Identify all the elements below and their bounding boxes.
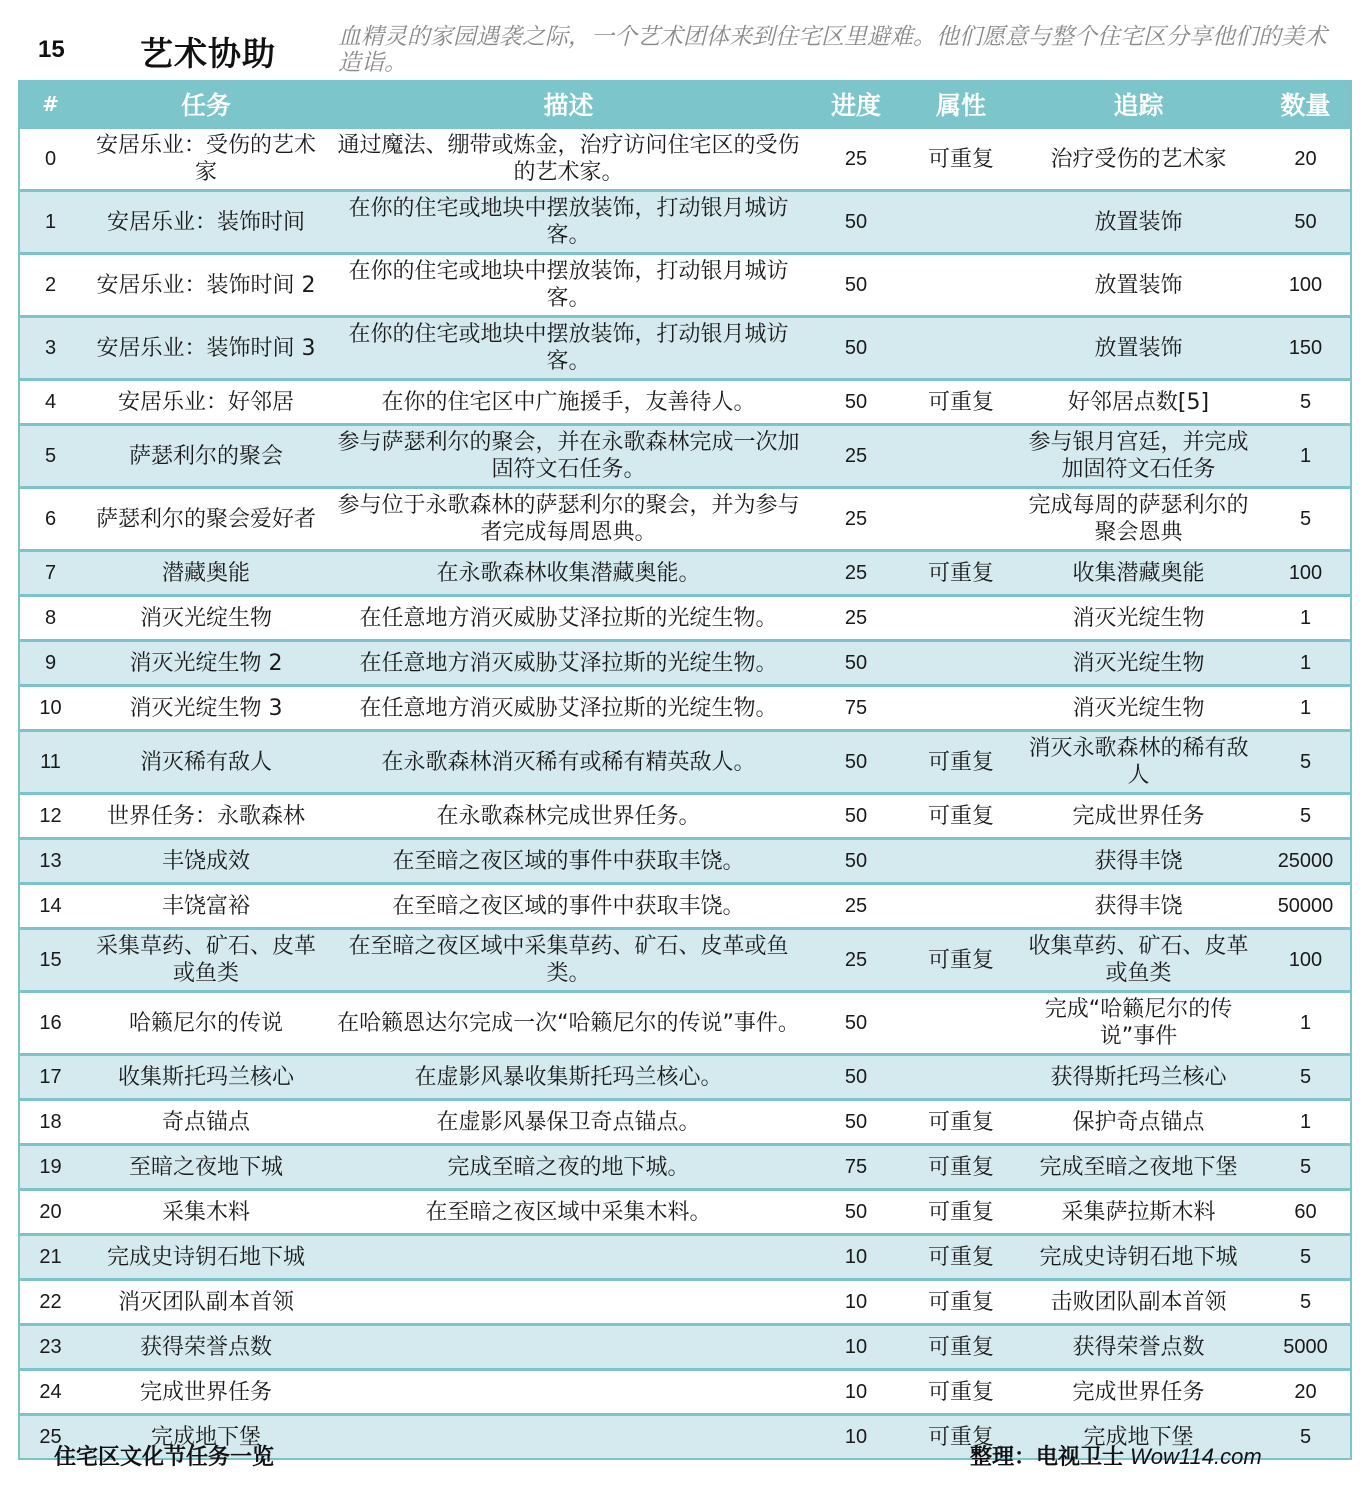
task-quantity: 5000 xyxy=(1261,1325,1351,1370)
task-description: 在至暗之夜区域中采集草药、矿石、皮革或鱼类。 xyxy=(331,929,806,992)
row-index: 7 xyxy=(19,551,81,596)
footer-credit-label: 整理：电视卫士 xyxy=(970,1445,1125,1470)
task-attribute xyxy=(906,839,1016,884)
task-quantity: 1 xyxy=(1261,596,1351,641)
task-progress: 25 xyxy=(806,929,906,992)
task-progress: 50 xyxy=(806,839,906,884)
task-attribute xyxy=(906,254,1016,317)
row-index: 18 xyxy=(19,1100,81,1145)
task-tracking: 收集草药、矿石、皮革或鱼类 xyxy=(1016,929,1261,992)
row-index: 13 xyxy=(19,839,81,884)
task-tracking: 获得丰饶 xyxy=(1016,839,1261,884)
column-header-index: # xyxy=(19,81,81,128)
task-name: 采集草药、矿石、皮革或鱼类 xyxy=(81,929,331,992)
task-tracking: 收集潜藏奥能 xyxy=(1016,551,1261,596)
task-progress: 50 xyxy=(806,641,906,686)
task-description: 在永歌森林消灭稀有或稀有精英敌人。 xyxy=(331,731,806,794)
task-tracking: 完成地下堡 xyxy=(1016,1415,1261,1460)
row-index: 16 xyxy=(19,992,81,1055)
row-index: 14 xyxy=(19,884,81,929)
task-description: 在任意地方消灭威胁艾泽拉斯的光绽生物。 xyxy=(331,686,806,731)
task-tracking: 消灭光绽生物 xyxy=(1016,596,1261,641)
task-quantity: 5 xyxy=(1261,1055,1351,1100)
row-index: 6 xyxy=(19,488,81,551)
task-progress: 75 xyxy=(806,686,906,731)
task-tracking: 完成史诗钥石地下城 xyxy=(1016,1235,1261,1280)
table-row xyxy=(19,1370,1351,1415)
row-index: 8 xyxy=(19,596,81,641)
table-row xyxy=(19,317,1351,380)
task-progress: 50 xyxy=(806,317,906,380)
task-quantity: 50 xyxy=(1261,191,1351,254)
table-row xyxy=(19,128,1351,191)
task-attribute xyxy=(906,884,1016,929)
task-name: 萨瑟利尔的聚会爱好者 xyxy=(81,488,331,551)
task-quantity: 1 xyxy=(1261,425,1351,488)
task-description xyxy=(331,1280,806,1325)
task-tracking: 参与银月宫廷，并完成加固符文石任务 xyxy=(1016,425,1261,488)
task-description: 在虚影风暴保卫奇点锚点。 xyxy=(331,1100,806,1145)
task-quantity: 5 xyxy=(1261,488,1351,551)
table-row xyxy=(19,191,1351,254)
table-row xyxy=(19,551,1351,596)
task-quantity: 1 xyxy=(1261,686,1351,731)
row-index: 24 xyxy=(19,1370,81,1415)
row-index: 2 xyxy=(19,254,81,317)
table-row xyxy=(19,839,1351,884)
task-name: 完成世界任务 xyxy=(81,1370,331,1415)
task-attribute xyxy=(906,425,1016,488)
table-row xyxy=(19,884,1351,929)
table-row xyxy=(19,1325,1351,1370)
task-description xyxy=(331,1415,806,1460)
task-tracking: 消灭永歌森林的稀有敌人 xyxy=(1016,731,1261,794)
task-progress: 50 xyxy=(806,380,906,425)
task-progress: 10 xyxy=(806,1415,906,1460)
row-index: 12 xyxy=(19,794,81,839)
task-progress: 10 xyxy=(806,1280,906,1325)
task-quantity: 5 xyxy=(1261,1280,1351,1325)
task-description: 在你的住宅或地块中摆放装饰，打动银月城访客。 xyxy=(331,191,806,254)
table-row xyxy=(19,254,1351,317)
task-progress: 50 xyxy=(806,992,906,1055)
row-index: 1 xyxy=(19,191,81,254)
row-index: 19 xyxy=(19,1145,81,1190)
task-tracking: 完成世界任务 xyxy=(1016,1370,1261,1415)
task-description: 在哈籁恩达尔完成一次“哈籁尼尔的传说”事件。 xyxy=(331,992,806,1055)
task-progress: 25 xyxy=(806,551,906,596)
task-quantity: 100 xyxy=(1261,254,1351,317)
task-description xyxy=(331,1325,806,1370)
task-attribute: 可重复 xyxy=(906,1190,1016,1235)
row-index: 20 xyxy=(19,1190,81,1235)
task-progress: 10 xyxy=(806,1370,906,1415)
task-name: 萨瑟利尔的聚会 xyxy=(81,425,331,488)
task-progress: 50 xyxy=(806,1055,906,1100)
task-attribute xyxy=(906,992,1016,1055)
row-index: 5 xyxy=(19,425,81,488)
task-quantity: 50000 xyxy=(1261,884,1351,929)
footer-caption: 住宅区文化节任务一览 xyxy=(54,1445,275,1470)
task-name: 哈籁尼尔的传说 xyxy=(81,992,331,1055)
task-attribute: 可重复 xyxy=(906,1100,1016,1145)
task-attribute xyxy=(906,641,1016,686)
task-description: 通过魔法、绷带或炼金，治疗访问住宅区的受伤的艺术家。 xyxy=(331,128,806,191)
table-row xyxy=(19,1055,1351,1100)
table-row xyxy=(19,380,1351,425)
task-name: 获得荣誉点数 xyxy=(81,1325,331,1370)
table-row xyxy=(19,929,1351,992)
task-tracking: 获得荣誉点数 xyxy=(1016,1325,1261,1370)
quest-table xyxy=(18,80,1352,1460)
task-tracking: 完成至暗之夜地下堡 xyxy=(1016,1145,1261,1190)
task-name: 完成史诗钥石地下城 xyxy=(81,1235,331,1280)
row-index: 11 xyxy=(19,731,81,794)
table-row xyxy=(19,686,1351,731)
task-quantity: 25000 xyxy=(1261,839,1351,884)
task-tracking: 获得丰饶 xyxy=(1016,884,1261,929)
task-description: 在至暗之夜区域中采集木料。 xyxy=(331,1190,806,1235)
row-index: 22 xyxy=(19,1280,81,1325)
table-body xyxy=(19,128,1351,1460)
task-quantity: 20 xyxy=(1261,1370,1351,1415)
table-header-row xyxy=(19,81,1351,128)
task-attribute: 可重复 xyxy=(906,1145,1016,1190)
task-attribute: 可重复 xyxy=(906,1280,1016,1325)
table-row xyxy=(19,488,1351,551)
task-description: 在你的住宅区中广施援手，友善待人。 xyxy=(331,380,806,425)
task-attribute: 可重复 xyxy=(906,1370,1016,1415)
table-row xyxy=(19,731,1351,794)
task-attribute xyxy=(906,1055,1016,1100)
table-row xyxy=(19,596,1351,641)
task-attribute xyxy=(906,686,1016,731)
task-name: 世界任务：永歌森林 xyxy=(81,794,331,839)
task-tracking: 击败团队副本首领 xyxy=(1016,1280,1261,1325)
task-quantity: 1 xyxy=(1261,992,1351,1055)
task-progress: 50 xyxy=(806,191,906,254)
task-quantity: 60 xyxy=(1261,1190,1351,1235)
task-progress: 25 xyxy=(806,488,906,551)
task-quantity: 1 xyxy=(1261,1100,1351,1145)
task-description: 参与位于永歌森林的萨瑟利尔的聚会，并为参与者完成每周恩典。 xyxy=(331,488,806,551)
table-row xyxy=(19,641,1351,686)
row-index: 3 xyxy=(19,317,81,380)
task-progress: 50 xyxy=(806,1190,906,1235)
task-quantity: 5 xyxy=(1261,380,1351,425)
task-attribute: 可重复 xyxy=(906,551,1016,596)
row-index: 15 xyxy=(19,929,81,992)
task-name: 消灭稀有敌人 xyxy=(81,731,331,794)
task-progress: 50 xyxy=(806,254,906,317)
row-index: 0 xyxy=(19,128,81,191)
column-header-attribute: 属性 xyxy=(906,81,1016,128)
task-name: 安居乐业：受伤的艺术家 xyxy=(81,128,331,191)
task-attribute: 可重复 xyxy=(906,380,1016,425)
task-description: 在任意地方消灭威胁艾泽拉斯的光绽生物。 xyxy=(331,641,806,686)
table-row xyxy=(19,1280,1351,1325)
task-description: 在永歌森林收集潜藏奥能。 xyxy=(331,551,806,596)
task-name: 安居乐业：好邻居 xyxy=(81,380,331,425)
row-index: 9 xyxy=(19,641,81,686)
task-description: 在你的住宅或地块中摆放装饰，打动银月城访客。 xyxy=(331,254,806,317)
task-tracking: 完成每周的萨瑟利尔的聚会恩典 xyxy=(1016,488,1261,551)
task-progress: 25 xyxy=(806,596,906,641)
task-quantity: 5 xyxy=(1261,1145,1351,1190)
task-tracking: 完成世界任务 xyxy=(1016,794,1261,839)
task-progress: 75 xyxy=(806,1145,906,1190)
task-progress: 10 xyxy=(806,1325,906,1370)
task-attribute: 可重复 xyxy=(906,1415,1016,1460)
task-attribute xyxy=(906,596,1016,641)
task-name: 消灭团队副本首领 xyxy=(81,1280,331,1325)
task-attribute: 可重复 xyxy=(906,794,1016,839)
task-tracking: 采集萨拉斯木料 xyxy=(1016,1190,1261,1235)
task-attribute: 可重复 xyxy=(906,929,1016,992)
task-attribute xyxy=(906,488,1016,551)
task-name: 潜藏奥能 xyxy=(81,551,331,596)
row-index: 17 xyxy=(19,1055,81,1100)
task-name: 安居乐业：装饰时间 2 xyxy=(81,254,331,317)
task-quantity: 20 xyxy=(1261,128,1351,191)
task-tracking: 放置装饰 xyxy=(1016,191,1261,254)
task-tracking: 完成“哈籁尼尔的传说”事件 xyxy=(1016,992,1261,1055)
task-attribute: 可重复 xyxy=(906,1325,1016,1370)
table-row xyxy=(19,1235,1351,1280)
footer-credit xyxy=(970,1440,1262,1471)
task-name: 消灭光绽生物 3 xyxy=(81,686,331,731)
row-index: 21 xyxy=(19,1235,81,1280)
task-description: 完成至暗之夜的地下城。 xyxy=(331,1145,806,1190)
title-bar xyxy=(0,0,1370,80)
task-name: 收集斯托玛兰核心 xyxy=(81,1055,331,1100)
table-row xyxy=(19,1145,1351,1190)
row-index: 23 xyxy=(19,1325,81,1370)
task-progress: 10 xyxy=(806,1235,906,1280)
task-name: 完成地下堡 xyxy=(81,1415,331,1460)
task-quantity: 100 xyxy=(1261,929,1351,992)
task-tracking: 获得斯托玛兰核心 xyxy=(1016,1055,1261,1100)
task-progress: 50 xyxy=(806,731,906,794)
column-header-tracking: 追踪 xyxy=(1016,81,1261,128)
task-progress: 50 xyxy=(806,1100,906,1145)
task-attribute: 可重复 xyxy=(906,128,1016,191)
task-description: 在至暗之夜区域的事件中获取丰饶。 xyxy=(331,839,806,884)
task-attribute xyxy=(906,317,1016,380)
task-tracking: 好邻居点数[5] xyxy=(1016,380,1261,425)
task-name: 至暗之夜地下城 xyxy=(81,1145,331,1190)
task-description xyxy=(331,1235,806,1280)
row-index: 10 xyxy=(19,686,81,731)
task-name: 奇点锚点 xyxy=(81,1100,331,1145)
task-quantity: 5 xyxy=(1261,1415,1351,1460)
task-name: 消灭光绽生物 2 xyxy=(81,641,331,686)
table-row xyxy=(19,1190,1351,1235)
column-header-progress: 进度 xyxy=(806,81,906,128)
row-index: 4 xyxy=(19,380,81,425)
task-description: 在至暗之夜区域的事件中获取丰饶。 xyxy=(331,884,806,929)
task-attribute: 可重复 xyxy=(906,731,1016,794)
task-tracking: 放置装饰 xyxy=(1016,254,1261,317)
task-quantity: 1 xyxy=(1261,641,1351,686)
task-tracking: 治疗受伤的艺术家 xyxy=(1016,128,1261,191)
task-name: 安居乐业：装饰时间 3 xyxy=(81,317,331,380)
task-description: 在虚影风暴收集斯托玛兰核心。 xyxy=(331,1055,806,1100)
task-description: 参与萨瑟利尔的聚会，并在永歌森林完成一次加固符文石任务。 xyxy=(331,425,806,488)
task-name: 消灭光绽生物 xyxy=(81,596,331,641)
task-name: 采集木料 xyxy=(81,1190,331,1235)
task-name: 安居乐业：装饰时间 xyxy=(81,191,331,254)
task-name: 丰饶富裕 xyxy=(81,884,331,929)
column-header-task: 任务 xyxy=(81,81,331,128)
task-description: 在任意地方消灭威胁艾泽拉斯的光绽生物。 xyxy=(331,596,806,641)
task-quantity: 5 xyxy=(1261,731,1351,794)
task-name: 丰饶成效 xyxy=(81,839,331,884)
section-number: 15 xyxy=(38,36,65,63)
task-quantity: 5 xyxy=(1261,1235,1351,1280)
task-progress: 50 xyxy=(806,794,906,839)
table-row xyxy=(19,992,1351,1055)
task-description xyxy=(331,1370,806,1415)
task-attribute: 可重复 xyxy=(906,1235,1016,1280)
row-index: 25 xyxy=(19,1415,81,1460)
task-description: 在永歌森林完成世界任务。 xyxy=(331,794,806,839)
task-quantity: 150 xyxy=(1261,317,1351,380)
task-tracking: 消灭光绽生物 xyxy=(1016,686,1261,731)
task-tracking: 保护奇点锚点 xyxy=(1016,1100,1261,1145)
column-header-quantity: 数量 xyxy=(1261,81,1351,128)
task-attribute xyxy=(906,191,1016,254)
task-tracking: 消灭光绽生物 xyxy=(1016,641,1261,686)
table-row xyxy=(19,1100,1351,1145)
task-quantity: 100 xyxy=(1261,551,1351,596)
column-header-description: 描述 xyxy=(331,81,806,128)
table-row xyxy=(19,794,1351,839)
task-progress: 25 xyxy=(806,884,906,929)
task-description: 在你的住宅或地块中摆放装饰，打动银月城访客。 xyxy=(331,317,806,380)
table-row xyxy=(19,425,1351,488)
task-progress: 25 xyxy=(806,128,906,191)
task-progress: 25 xyxy=(806,425,906,488)
task-tracking: 放置装饰 xyxy=(1016,317,1261,380)
section-description: 血精灵的家园遇袭之际，一个艺术团体来到住宅区里避难。他们愿意与整个住宅区分享他们的美术造诣。 xyxy=(338,24,1327,76)
task-quantity: 5 xyxy=(1261,794,1351,839)
footer-site: Wow114.com xyxy=(1130,1444,1262,1469)
section-title: 艺术协助 xyxy=(140,34,276,73)
